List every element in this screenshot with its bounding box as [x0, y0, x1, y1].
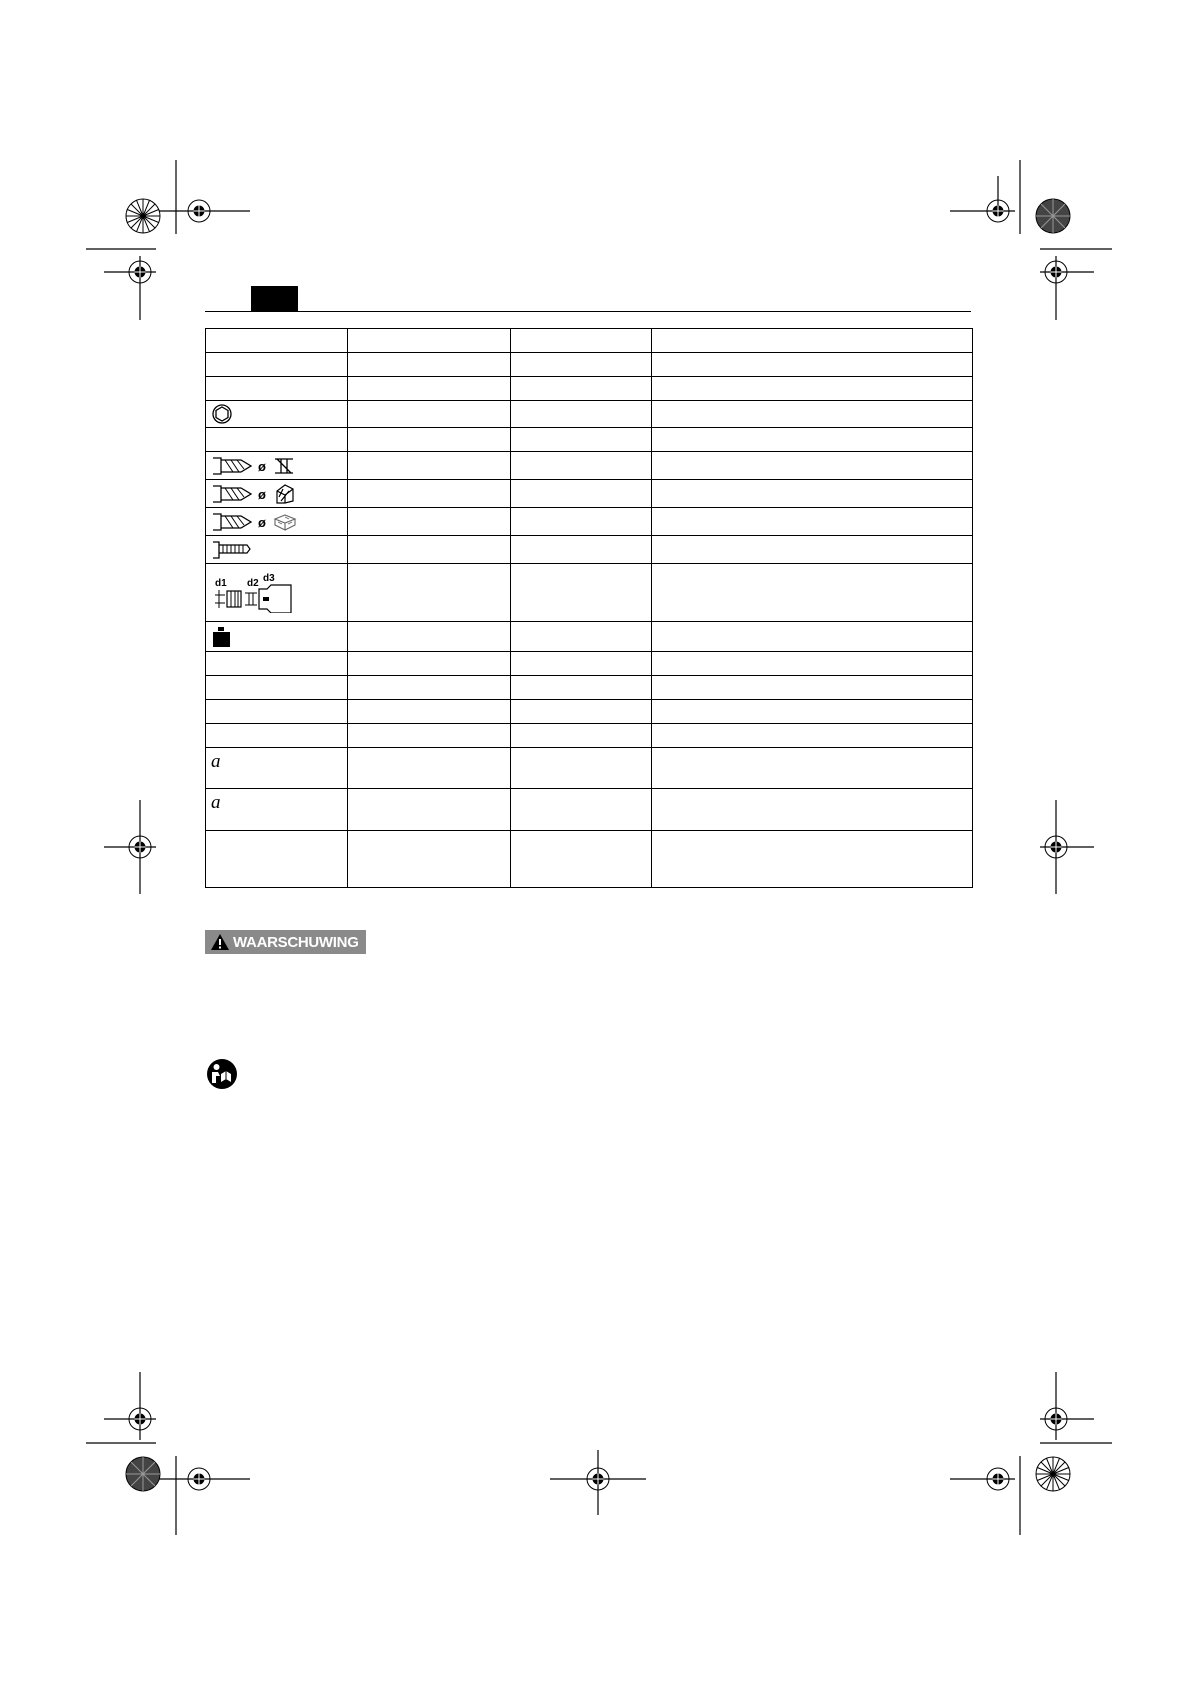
table-cell	[511, 652, 652, 676]
weight-icon	[211, 626, 233, 648]
table-cell	[652, 622, 973, 652]
table-cell	[652, 353, 973, 377]
table-cell	[348, 428, 511, 452]
table-cell	[348, 676, 511, 700]
table-cell	[652, 452, 973, 480]
table-cell	[652, 724, 973, 748]
drill-bit-steel-icon	[211, 455, 299, 477]
table-cell	[348, 508, 511, 536]
table-cell	[511, 831, 652, 888]
table-cell	[511, 401, 652, 428]
screw-icon	[211, 540, 253, 560]
table-cell	[206, 564, 348, 622]
hexagon-icon	[211, 403, 233, 425]
table-cell	[511, 724, 652, 748]
table-row	[206, 428, 973, 452]
table-cell	[511, 377, 652, 401]
table-cell	[206, 480, 348, 508]
table-row	[206, 724, 973, 748]
table-row	[206, 622, 973, 652]
table-cell	[348, 831, 511, 888]
table-cell	[511, 452, 652, 480]
warning-triangle-icon	[210, 933, 230, 951]
table-cell	[206, 676, 348, 700]
table-cell	[511, 353, 652, 377]
language-tab	[251, 286, 298, 312]
table-cell	[652, 508, 973, 536]
warning-label: WAARSCHUWING	[233, 933, 359, 951]
table-cell	[348, 700, 511, 724]
svg-text:ø: ø	[258, 514, 266, 530]
table-cell	[348, 452, 511, 480]
table-cell	[652, 700, 973, 724]
table-cell	[652, 428, 973, 452]
read-manual-icon	[206, 1058, 238, 1090]
table-row	[206, 676, 973, 700]
table-cell	[206, 536, 348, 564]
table-row	[206, 480, 973, 508]
table-cell	[511, 700, 652, 724]
table-cell	[348, 480, 511, 508]
table-cell	[511, 536, 652, 564]
table-cell	[652, 480, 973, 508]
table-cell	[652, 831, 973, 888]
table-cell	[206, 789, 348, 831]
table-cell	[652, 377, 973, 401]
table-row	[206, 353, 973, 377]
header-rule	[205, 311, 971, 312]
table-cell	[652, 536, 973, 564]
spec-table	[205, 328, 973, 888]
table-row	[206, 452, 973, 480]
table-cell	[348, 748, 511, 789]
table-cell	[348, 353, 511, 377]
table-cell	[206, 831, 348, 888]
table-cell	[348, 789, 511, 831]
table-row	[206, 789, 973, 831]
table-cell	[206, 401, 348, 428]
svg-text:ø: ø	[258, 486, 266, 502]
table-row	[206, 564, 973, 622]
table-cell	[206, 700, 348, 724]
table-cell	[348, 564, 511, 622]
table-cell	[652, 564, 973, 622]
table-cell	[348, 377, 511, 401]
table-cell	[511, 428, 652, 452]
table-row	[206, 401, 973, 428]
table-cell	[511, 789, 652, 831]
table-cell	[652, 676, 973, 700]
warning-badge	[205, 930, 366, 954]
table-cell	[206, 652, 348, 676]
table-row	[206, 748, 973, 789]
table-cell	[652, 652, 973, 676]
table-cell	[511, 748, 652, 789]
table-cell	[652, 401, 973, 428]
table-cell	[511, 480, 652, 508]
table-row	[206, 536, 973, 564]
table-cell	[206, 452, 348, 480]
table-cell	[348, 652, 511, 676]
table-row	[206, 329, 973, 353]
table-cell	[652, 789, 973, 831]
table-row	[206, 652, 973, 676]
table-cell	[652, 329, 973, 353]
table-cell	[348, 622, 511, 652]
table-cell	[206, 508, 348, 536]
table-cell	[206, 622, 348, 652]
alpha-symbol: a	[211, 792, 221, 813]
table-row	[206, 508, 973, 536]
table-cell	[206, 329, 348, 353]
table-cell	[511, 329, 652, 353]
table-cell	[652, 748, 973, 789]
table-cell	[348, 724, 511, 748]
table-cell	[511, 564, 652, 622]
table-cell	[511, 622, 652, 652]
svg-text:d2: d2	[247, 577, 259, 589]
table-cell	[348, 329, 511, 353]
table-cell	[348, 536, 511, 564]
svg-text:d1: d1	[215, 577, 227, 589]
drill-bit-masonry-icon	[211, 511, 299, 533]
chuck-diameters-icon	[211, 573, 297, 613]
table-cell	[348, 401, 511, 428]
table-row	[206, 831, 973, 888]
svg-text:ø: ø	[258, 458, 266, 474]
table-row	[206, 700, 973, 724]
drill-bit-wood-icon	[211, 483, 299, 505]
svg-text:d3: d3	[263, 572, 275, 584]
table-cell	[206, 353, 348, 377]
table-cell	[511, 508, 652, 536]
table-cell	[206, 748, 348, 789]
table-cell	[206, 428, 348, 452]
table-row	[206, 377, 973, 401]
table-cell	[206, 377, 348, 401]
table-cell	[206, 724, 348, 748]
table-cell	[511, 676, 652, 700]
alpha-symbol: a	[211, 751, 221, 772]
